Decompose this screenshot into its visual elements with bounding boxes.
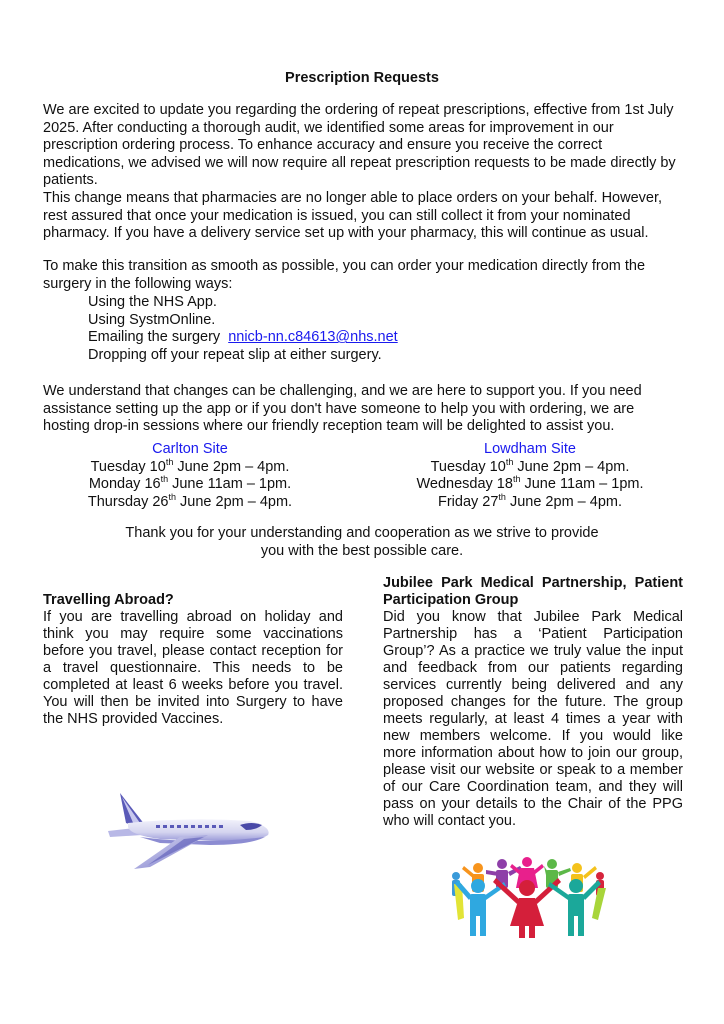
ordering-method-nhs-app: Using the NHS App. [88,294,217,310]
session-row: Thursday 26th June 2pm – 4pm. [87,491,293,510]
session-row: Friday 27th June 2pm – 4pm. [437,491,623,510]
session-row: Tuesday 10th June 2pm – 4pm. [90,456,290,475]
email-link[interactable]: nnicb-nn.c84613@nhs.net [228,329,398,346]
ordering-method-email [88,329,398,347]
intro-paragraph-1: We are excited to update you regarding the ordering of repeat prescriptions, effective from 1st July 2025. After conducting a thorough audit, we identified some areas for improvement in our prescription ordering process. To enhance accuracy and ensure you receive the correct medications, we advised we will now require all repeat prescription requests to be made directly by patients. [43,102,676,189]
ppg-heading: Jubilee Park Medical Partnership, Patient Participation Group [383,575,683,608]
ppg-section [383,575,683,830]
lowdham-site-sessions [380,441,680,511]
ordering-methods-list [88,294,398,364]
session-row: Tuesday 10th June 2pm – 4pm. [430,456,630,475]
email-label: Emailing the surgery [88,329,221,346]
carlton-site-sessions [40,441,340,511]
people-circle-icon [440,848,615,943]
session-row: Monday 16th June 11am – 1pm. [88,474,292,493]
airplane-icon [100,775,280,870]
ordering-method-systmonline: Using SystmOnline. [88,311,216,328]
page-title: Prescription Requests [285,70,439,86]
carlton-site-heading: Carlton Site [152,441,228,457]
front-row-figures [455,878,601,938]
travel-heading: Travelling Abroad? [43,592,174,608]
intro-paragraph-2: This change means that pharmacies are no longer able to place orders on your behalf. However, rest assured that once your medication is issued, you can still collect it from your nominated pharmacy. If you have a delivery service set up with your pharmacy, this will continue as usual. [43,190,663,242]
intro-paragraph-3: To make this transition as smooth as possible, you can order your medication directly from the surgery in the following ways: [43,258,646,292]
ppg-body: Did you know that Jubilee Park Medical Partnership has a ‘Patient Participation Group’? As a practice we truly value the input and feedback from our patients regarding services currently being delivered and any proposed changes for the future. The group meets regularly, at least 4 times a year with new members welcome. If you would like more information about how to join our group, please visit our website or speak to a member of our Care Coordination team, and they will pass on your details to the Chair of the PPG who will contact you. [383,609,683,829]
thank-you-note: Thank you for your understanding and cooperation as we strive to provide you with the best possible care. [125,525,599,559]
travel-section [43,592,343,728]
lowdham-site-heading: Lowdham Site [484,441,576,457]
travel-body: If you are travelling abroad on holiday and think you may require some vaccinations before you travel, please contact reception for a travel questionnaire. This needs to be completed at least 6 weeks before you travel. You will then be invited into Surgery to have the NHS provided Vaccines. [43,609,343,727]
session-row: Wednesday 18th June 11am – 1pm. [416,474,644,493]
support-paragraph: We understand that changes can be challenging, and we are here to support you. If you need assistance setting up the app or if you don't have someone to help you with ordering, we are hosting drop-in sessions where our friendly reception team will be delighted to assist you. [43,383,642,435]
ordering-method-repeat-slip: Dropping off your repeat slip at either surgery. [88,346,382,363]
